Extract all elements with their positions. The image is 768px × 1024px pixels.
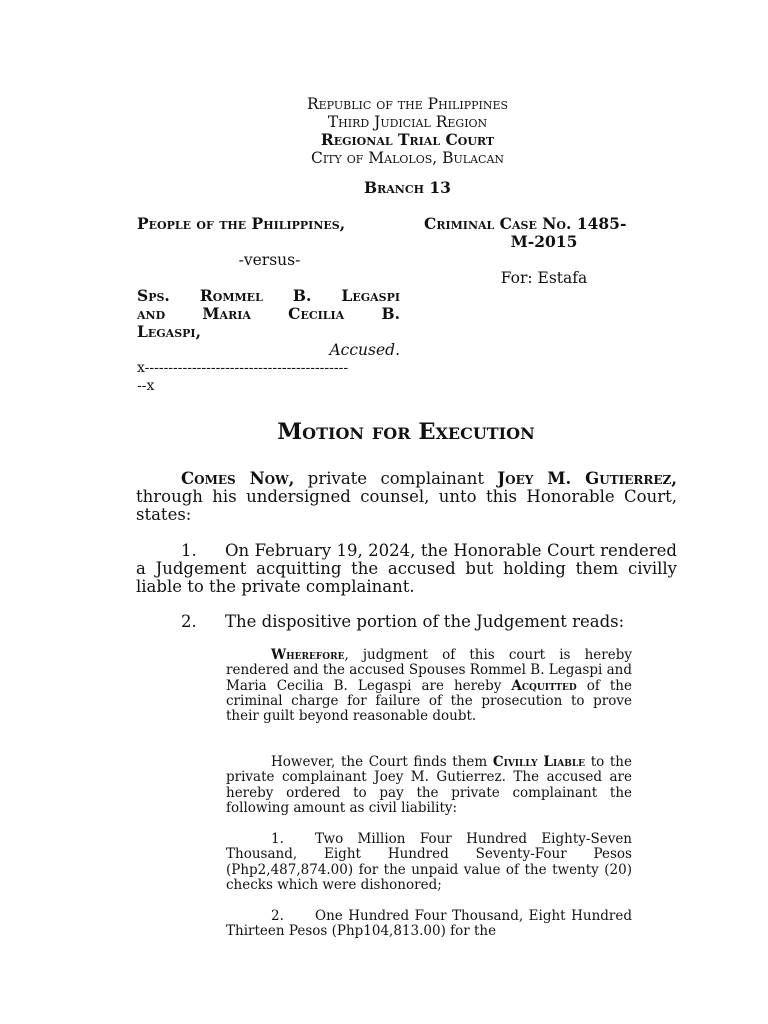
quote-paragraph-2 — [226, 755, 632, 816]
header-city: City of Malolos, Bulacan — [310, 149, 505, 167]
caption-accused-line2: and Maria Cecilia B. — [137, 304, 400, 323]
caption-divider-line1: x------------------------------------------- — [137, 360, 349, 376]
quote-item-1-text: Two Million Four Hundred Eighty-Seven Thousand, Eight Hundred Seventy-Four Pesos (Php2,487,874.00) for the unpaid value of the twenty (20) checks which were dishonored; — [226, 831, 632, 893]
intro-complainant: Joey M. Gutierrez, — [497, 469, 678, 488]
header-branch: Branch 13 — [364, 178, 451, 197]
caption-accused-line3: Legaspi, — [137, 322, 201, 341]
intro-text-a: private complainant — [294, 469, 498, 488]
quote-text-2b: to the private complainant Joey M. Gutierrez. The accused are hereby ordered to pay the private complainant the following amount as civil liability: — [226, 754, 632, 816]
quote-wherefore: Wherefore — [271, 647, 345, 663]
intro-paragraph — [136, 470, 677, 524]
caption-accused-label: Accused. — [329, 341, 400, 359]
case-number-line2: M-2015 — [510, 232, 578, 251]
document-title: Motion for Execution — [277, 419, 535, 445]
quote-acquitted: Acquitted — [511, 677, 577, 694]
quote-text-1a: , judgment of this court is hereby rendered and the accused Spouses Rommel B. Legaspi and Maria Cecilia B. Legaspi are hereby — [226, 647, 632, 694]
quote-item-2 — [226, 909, 632, 940]
caption-divider-line2: --x — [137, 378, 155, 394]
paragraph-1-number: 1. — [181, 541, 197, 560]
quote-item-1 — [226, 832, 632, 893]
quote-item-2-number: 2. — [271, 908, 284, 924]
quote-item-2-text: One Hundred Four Thousand, Eight Hundred Thirteen Pesos (Php104,813.00) for the — [226, 908, 632, 940]
paragraph-1 — [136, 542, 677, 596]
caption-accused-line1: Sps. Rommel B. Legaspi — [137, 286, 400, 305]
intro-comes-now: Comes Now, — [181, 469, 295, 488]
quote-item-1-number: 1. — [271, 831, 284, 847]
quote-civilly-liable: Civilly Liable — [492, 754, 586, 770]
header-region: Third Judicial Region — [327, 113, 488, 131]
paragraph-2 — [136, 613, 677, 631]
paragraph-1-text: On February 19, 2024, the Honorable Court rendered a Judgement acquitting the accused but holding them civilly liable to the private complainant. — [136, 541, 677, 596]
intro-text-b: through his undersigned counsel, unto this Honorable Court, states: — [136, 487, 677, 524]
paragraph-2-number: 2. — [181, 612, 197, 631]
paragraph-2-text: The dispositive portion of the Judgement reads: — [225, 612, 625, 631]
case-offense: For: Estafa — [500, 269, 588, 287]
header-republic: Republic of the Philippines — [306, 95, 509, 113]
quote-paragraph-1 — [226, 648, 632, 724]
caption-versus: -versus- — [238, 251, 301, 269]
quote-text-2a: However, the Court finds them — [271, 754, 493, 770]
quote-text-1b: of the criminal charge for failure of the prosecution to prove their guilt beyond reasonable doubt. — [226, 677, 632, 725]
caption-plaintiff: People of the Philippines, — [137, 214, 346, 233]
header-court: Regional Trial Court — [320, 130, 495, 149]
case-number-line1: Criminal Case No. 1485- — [424, 214, 627, 233]
